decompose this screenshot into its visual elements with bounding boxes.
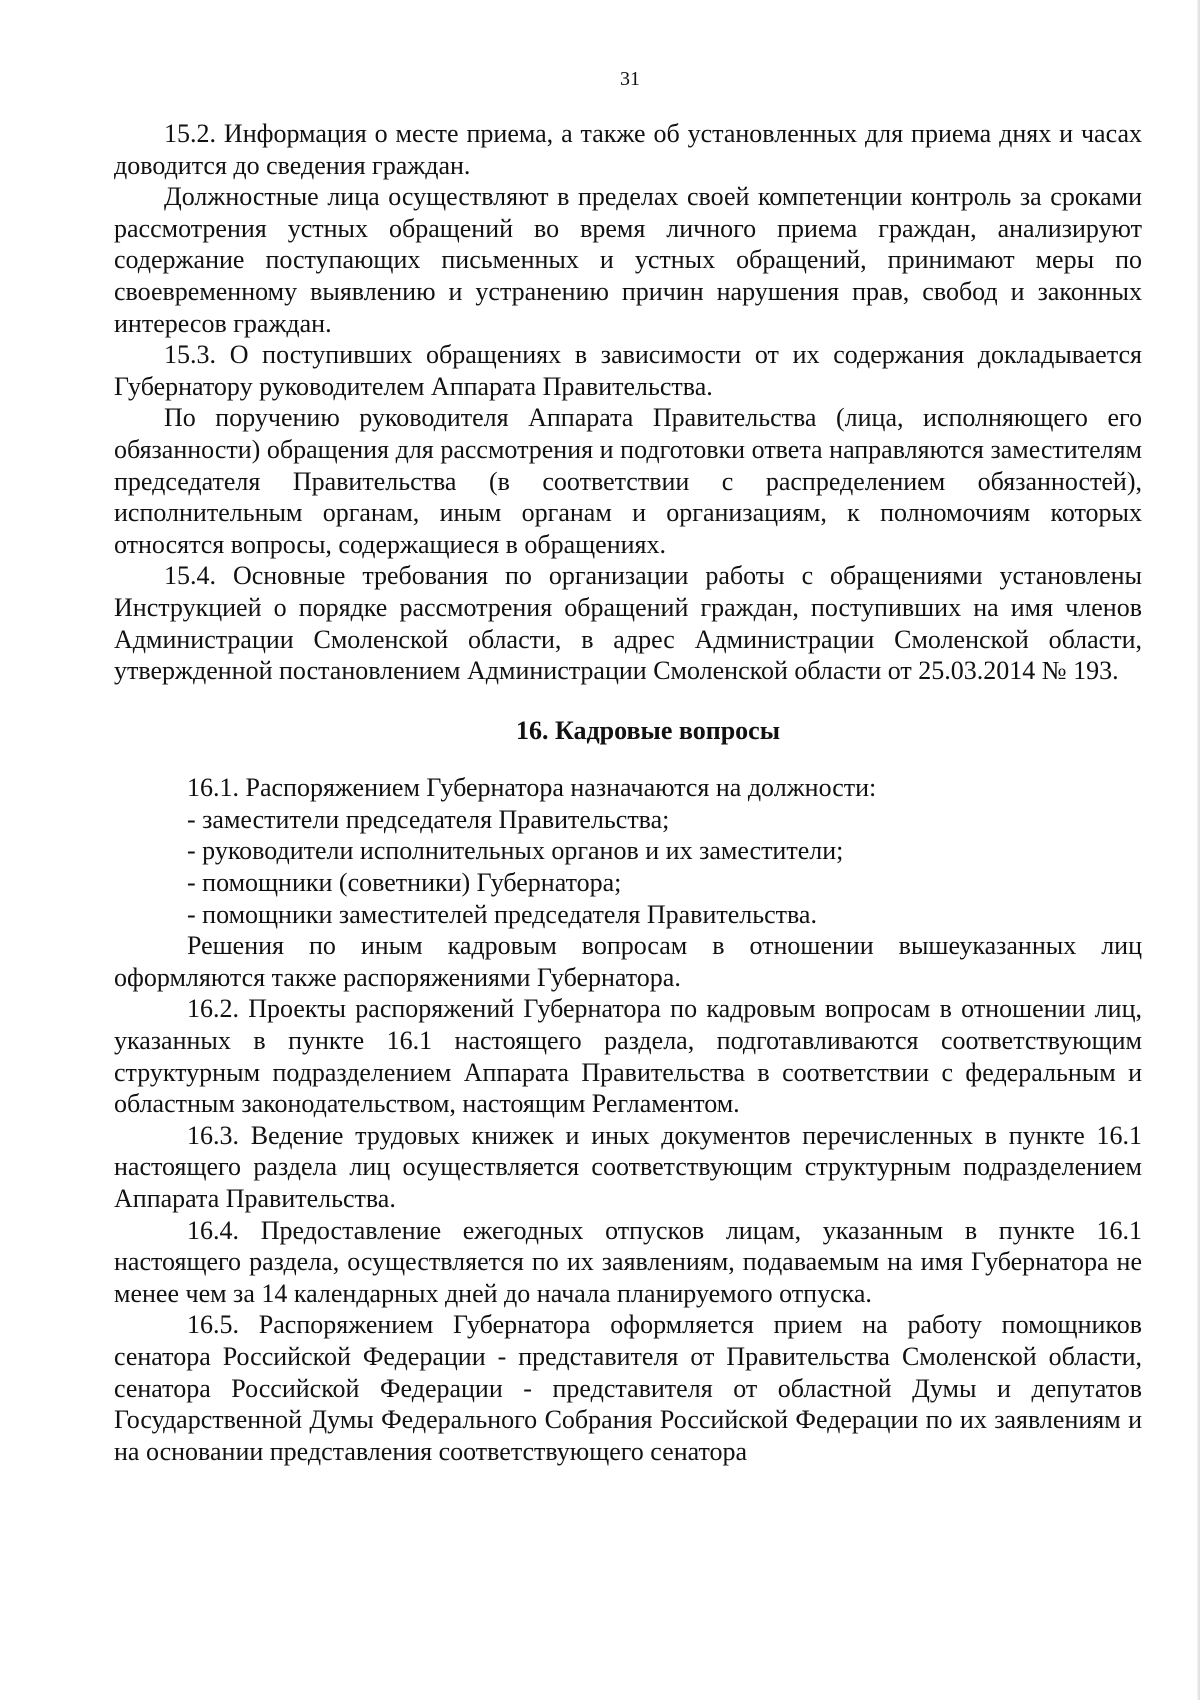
section-heading-16: 16. Кадровые вопросы	[516, 715, 780, 745]
paragraph-16-5: 16.5. Распоряжением Губернатора оформляется прием на работу помощников сенатора Российской Федерации - представителя от Правительства Смоленской области, сенатора Российской Федерации - представителя от областной Думы и депутатов Государственной Думы Федерального Собрания Российской Федерации по их заявлениям и на основании представления соответствующего сенатора	[114, 1310, 1142, 1466]
list-item: - руководители исполнительных органов и их заместители;	[187, 836, 844, 866]
document-body	[114, 118, 1142, 1467]
paragraph-15-2: 15.2. Информация о месте приема, а также об установленных для приема днях и часах доводится до сведения граждан.	[114, 119, 1142, 180]
paragraph-officials-control: Должностные лица осуществляют в пределах своей компетенции контроль за сроками рассмотрения устных обращений во время личного приема граждан, анализируют содержание поступающих письменных и устных обращений, принимают меры по своевременному выявлению и устранению причин нарушения прав, свобод и законных интересов граждан.	[114, 182, 1142, 338]
paragraph-assignment: По поручению руководителя Аппарата Правительства (лица, исполняющего его обязанности) обращения для рассмотрения и подготовки ответа направляются заместителям председателя Правительства (в соответствии с распределением обязанностей), исполнительным органам, иным органам и организациям, к полномочиям которых относятся вопросы, содержащиеся в обращениях.	[114, 403, 1142, 559]
paragraph-decisions: Решения по иным кадровым вопросам в отношении вышеуказанных лиц оформляются также распоряжениями Губернатора.	[114, 931, 1142, 992]
list-item: - помощники заместителей председателя Правительства.	[187, 899, 817, 929]
paragraph-16-2: 16.2. Проекты распоряжений Губернатора по кадровым вопросам в отношении лиц, указанных в пункте 16.1 настоящего раздела, подготавливаются соответствующим структурным подразделением Аппарата Правительства в соответствии с федеральным и областным законодательством, настоящим Регламентом.	[114, 994, 1142, 1119]
paragraph-15-3: 15.3. О поступивших обращениях в зависимости от их содержания докладывается Губернатору руководителем Аппарата Правительства.	[114, 340, 1142, 401]
list-item: - помощники (советники) Губернатора;	[187, 868, 622, 898]
page-number: 31	[620, 68, 640, 90]
paragraph-15-4: 15.4. Основные требования по организации работы с обращениями установлены Инструкцией о порядке рассмотрения обращений граждан, поступивших на имя членов Администрации Смоленской области, в адрес Администрации Смоленской области, утвержденной постановлением Администрации Смоленской области от 25.03.2014 № 193.	[114, 561, 1142, 686]
list-item: - заместители председателя Правительства;	[187, 804, 670, 834]
paragraph-16-4: 16.4. Предоставление ежегодных отпусков лицам, указанным в пункте 16.1 настоящего раздела, осуществляется по их заявлениям, подаваемым на имя Губернатора не менее чем за 14 календарных дней до начала планируемого отпуска.	[114, 1215, 1142, 1308]
paragraph-16-1: 16.1. Распоряжением Губернатора назначаются на должности:	[187, 773, 877, 803]
paragraph-16-3: 16.3. Ведение трудовых книжек и иных документов перечисленных в пункте 16.1 настоящего раздела лиц осуществляется соответствующим структурным подразделением Аппарата Правительства.	[114, 1120, 1142, 1213]
